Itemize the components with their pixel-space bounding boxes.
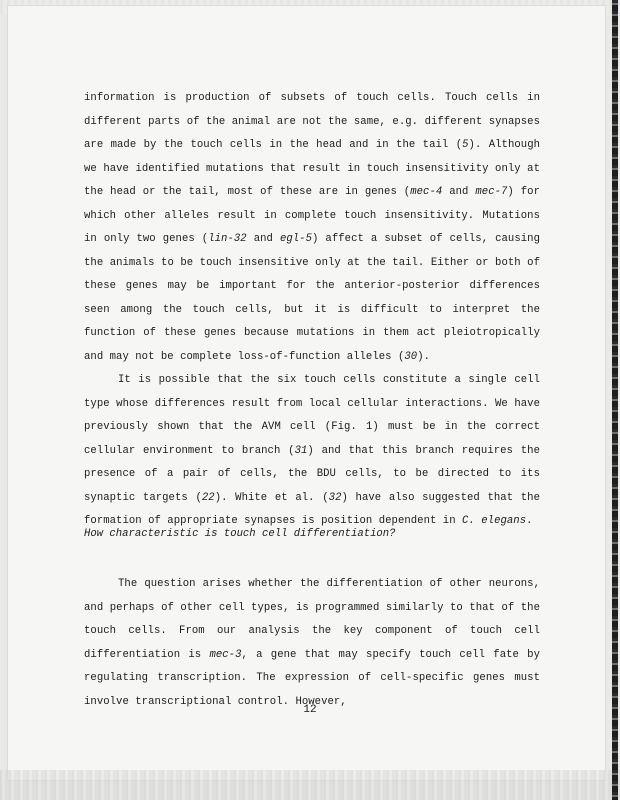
italic-text-run: mec-7 xyxy=(475,186,508,198)
paragraph-2 xyxy=(84,369,540,534)
italic-text-run: 22 xyxy=(201,491,215,504)
scan-edge-right xyxy=(612,0,618,800)
italic-text-run: lin-32 xyxy=(208,233,247,245)
italic-text-run: 31 xyxy=(294,444,308,457)
text-run: . xyxy=(526,515,533,527)
paragraph-3 xyxy=(84,573,540,714)
text-run: and xyxy=(246,233,280,245)
text-run: and xyxy=(442,186,476,198)
text-run: information is production of subsets of touch cells. Touch cells in different parts of the animal are not the same, e.g. different synapses are made by the touch cells in the head and in the tail ( xyxy=(84,92,540,151)
page-number: 12 xyxy=(303,704,317,716)
italic-text-run: 5 xyxy=(462,139,469,151)
section-heading: How characteristic is touch cell differentiation? xyxy=(84,528,396,540)
text-run: ). White et al. ( xyxy=(214,491,329,504)
italic-text-run: 30 xyxy=(404,350,418,363)
text-run: ). Although we have identified mutations that result in touch insensitivity only at the head or the tail, most of these are in genes ( xyxy=(84,139,541,198)
text-run: It is possible that the six touch cells constitute a single cell type whose differences result from local cellular interactions. We have previously shown that the AVM cell (Fig. 1) must be in the correct cellular environment to branch ( xyxy=(84,374,540,457)
italic-text-run: C. elegans xyxy=(462,515,527,527)
italic-text-run: 32 xyxy=(328,491,342,504)
text-run: The question arises whether the differentiation of other neurons, and perhaps of other cell types, is programmed similarly to that of the touch cells. From our analysis the key component of touch cell differentiation is xyxy=(84,578,540,661)
text-run: , a gene that may specify touch cell fate by regulating transcription. The expression of cell-specific genes must involve transcriptional control. However, xyxy=(84,648,540,708)
text-run: ). xyxy=(417,350,431,363)
scan-artifact-bottom xyxy=(0,770,620,800)
body-text-lower xyxy=(84,573,540,714)
italic-text-run: mec-3 xyxy=(209,648,242,661)
body-text-upper xyxy=(84,87,540,534)
paragraph-1 xyxy=(84,87,540,369)
text-run: ) have also suggested that the formation of appropriate synapses is position dependent in xyxy=(84,491,540,527)
italic-text-run: egl-5 xyxy=(279,233,312,245)
text-run: ) affect a subset of cells, causing the animals to be touch insensitive only at the tail. Either or both of these genes may be important for the anterior-posterior differences seen among the touch cells, but it is difficult to interpret the function of these genes because mutations in them act pleiotropically and may not be complete loss-of-function alleles ( xyxy=(84,233,540,363)
italic-text-run: mec-4 xyxy=(410,186,443,198)
text-run: ) for which other alleles result in complete touch insensitivity. Mutations in only two genes ( xyxy=(84,186,540,245)
text-run: ) and that this branch requires the presence of a pair of cells, the BDU cells, to be directed to its synaptic targets ( xyxy=(84,444,540,504)
